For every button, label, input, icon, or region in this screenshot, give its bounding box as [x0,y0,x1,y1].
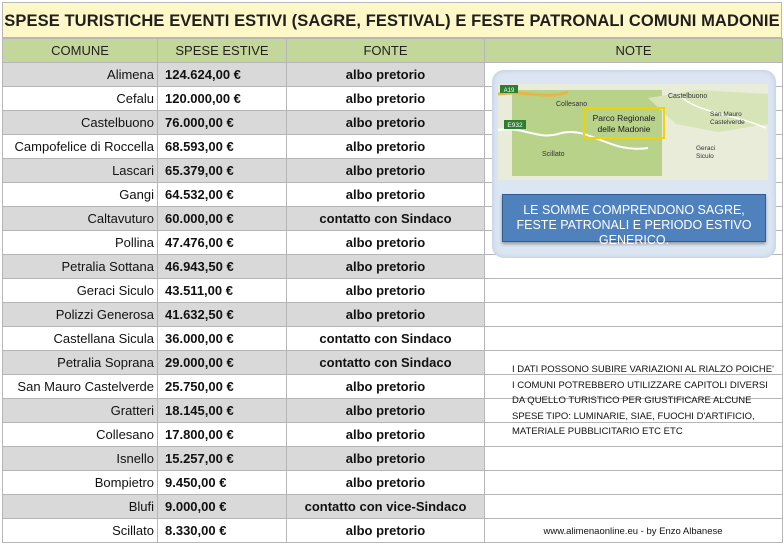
note-cell[interactable] [485,471,783,495]
fonte-cell[interactable]: contatto con Sindaco [287,351,485,375]
comune-cell[interactable]: Isnello [3,447,158,471]
comune-cell[interactable]: Polizzi Generosa [3,303,158,327]
spese-cell[interactable]: 47.476,00 € [158,231,287,255]
table-row [3,303,783,327]
fonte-cell[interactable]: albo pretorio [287,63,485,87]
comune-cell[interactable]: Petralia Sottana [3,255,158,279]
table-header-row [3,39,783,63]
town-collesano: Collesano [556,101,588,108]
credit-text: www.alimenaonline.eu - by Enzo Albanese [543,526,723,537]
fonte-cell[interactable]: contatto con vice-Sindaco [287,495,485,519]
park-label-2: delle Madonie [597,124,651,134]
fonte-cell[interactable]: albo pretorio [287,447,485,471]
comune-cell[interactable]: Geraci Siculo [3,279,158,303]
comune-cell[interactable]: Blufi [3,495,158,519]
spese-cell[interactable]: 41.632,50 € [158,303,287,327]
header-comune[interactable]: COMUNE [3,39,158,63]
spese-cell[interactable]: 29.000,00 € [158,351,287,375]
table-row [3,327,783,351]
spese-cell[interactable]: 68.593,00 € [158,135,287,159]
spese-cell[interactable]: 46.943,50 € [158,255,287,279]
comune-cell[interactable]: Bompietro [3,471,158,495]
comune-cell[interactable]: San Mauro Castelverde [3,375,158,399]
spese-cell[interactable]: 60.000,00 € [158,207,287,231]
town-scillato: Scillato [542,151,565,158]
fonte-cell[interactable]: albo pretorio [287,135,485,159]
fonte-cell[interactable]: albo pretorio [287,183,485,207]
spese-cell[interactable]: 17.800,00 € [158,423,287,447]
town-castelbuono: Castelbuono [668,93,708,100]
note-cell[interactable] [485,495,783,519]
comune-cell[interactable]: Pollina [3,231,158,255]
spese-cell[interactable]: 65.379,00 € [158,159,287,183]
comune-cell[interactable]: Cefalu [3,87,158,111]
road-a19-label: A19 [503,88,515,94]
variation-note: I DATI POSSONO SUBIRE VARIAZIONI AL RIALZO POICHE' I COMUNI POTREBBERO UTILIZZARE CAPITOLI DIVERSI DA QUELLO TURISTICO PER GIUSTIFICARE ALCUNE SPESE TIPO: LUMINARIE, SIAE, FUOCHI D'ARTIFICIO, MATERIALE PUBBLICITARIO ETC ETC [512,364,774,437]
note-cell[interactable] [485,447,783,471]
spese-cell[interactable]: 36.000,00 € [158,327,287,351]
spese-cell[interactable]: 43.511,00 € [158,279,287,303]
madonie-map [498,84,768,180]
spese-cell[interactable]: 15.257,00 € [158,447,287,471]
fonte-cell[interactable]: albo pretorio [287,159,485,183]
comune-cell[interactable]: Gratteri [3,399,158,423]
comune-cell[interactable]: Petralia Soprana [3,351,158,375]
fonte-cell[interactable]: albo pretorio [287,303,485,327]
town-geraci-2: Siculo [696,153,714,160]
table-row [3,255,783,279]
comune-cell[interactable]: Collesano [3,423,158,447]
header-fonte[interactable]: FONTE [287,39,485,63]
spese-cell[interactable]: 8.330,00 € [158,519,287,543]
note-box: LE SOMME COMPRENDONO SAGRE, FESTE PATRONALI E PERIODO ESTIVO GENERICO. [502,194,766,242]
town-sanmauro-1: San Mauro [710,111,742,118]
table-row [3,279,783,303]
table-row [3,447,783,471]
comune-cell[interactable]: Gangi [3,183,158,207]
spese-cell[interactable]: 9.450,00 € [158,471,287,495]
comune-cell[interactable]: Castellana Sicula [3,327,158,351]
fonte-cell[interactable]: albo pretorio [287,471,485,495]
comune-cell[interactable]: Campofelice di Roccella [3,135,158,159]
table-row [3,495,783,519]
spese-cell[interactable]: 25.750,00 € [158,375,287,399]
fonte-cell[interactable]: albo pretorio [287,255,485,279]
fonte-cell[interactable]: contatto con Sindaco [287,327,485,351]
fonte-cell[interactable]: albo pretorio [287,87,485,111]
table-row [3,471,783,495]
note-cell[interactable] [485,279,783,303]
map-card [492,70,776,258]
fonte-cell[interactable]: albo pretorio [287,375,485,399]
note-cell[interactable] [485,327,783,351]
comune-cell[interactable]: Scillato [3,519,158,543]
town-sanmauro-2: Castelverde [710,119,745,126]
fonte-cell[interactable]: albo pretorio [287,423,485,447]
town-geraci-1: Geraci [696,145,716,152]
road-e932-label: E932 [507,122,523,129]
comune-cell[interactable]: Alimena [3,63,158,87]
sheet-title: SPESE TURISTICHE EVENTI ESTIVI (SAGRE, FESTIVAL) E FESTE PATRONALI COMUNI MADONIE [2,2,782,38]
fonte-cell[interactable]: albo pretorio [287,399,485,423]
note-cell[interactable] [485,255,783,279]
header-note[interactable]: NOTE [485,39,783,63]
fonte-cell[interactable]: albo pretorio [287,231,485,255]
comune-cell[interactable]: Lascari [3,159,158,183]
header-spese[interactable]: SPESE ESTIVE [158,39,287,63]
spese-cell[interactable]: 76.000,00 € [158,111,287,135]
fonte-cell[interactable]: albo pretorio [287,279,485,303]
fonte-cell[interactable]: albo pretorio [287,111,485,135]
note-cell[interactable] [485,303,783,327]
spese-cell[interactable]: 124.624,00 € [158,63,287,87]
spese-cell[interactable]: 9.000,00 € [158,495,287,519]
spese-cell[interactable]: 120.000,00 € [158,87,287,111]
fonte-cell[interactable]: albo pretorio [287,519,485,543]
spese-cell[interactable]: 64.532,00 € [158,183,287,207]
comune-cell[interactable]: Castelbuono [3,111,158,135]
spese-cell[interactable]: 18.145,00 € [158,399,287,423]
park-label-1: Parco Regionale [592,113,656,123]
fonte-cell[interactable]: contatto con Sindaco [287,207,485,231]
comune-cell[interactable]: Caltavuturo [3,207,158,231]
